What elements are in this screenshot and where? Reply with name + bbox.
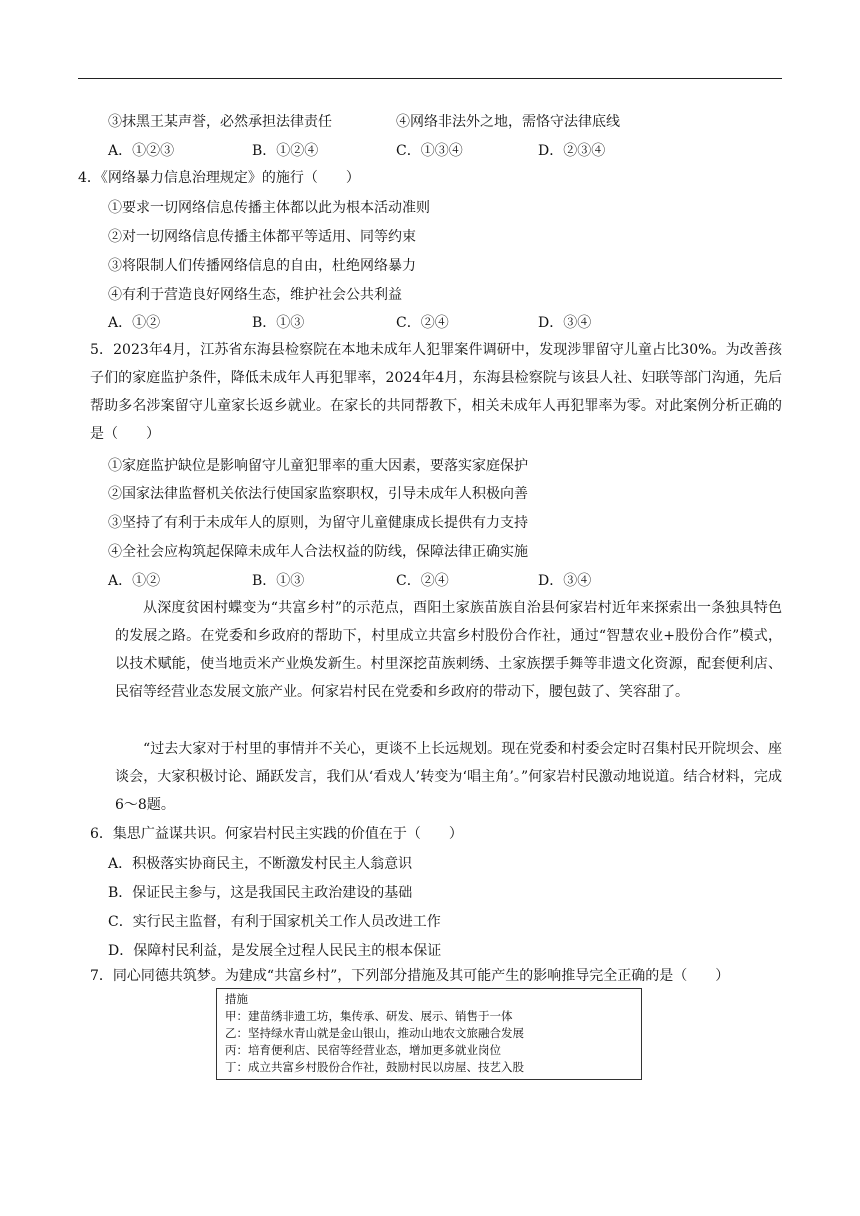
q3-option-d[interactable]: D．②③④ — [538, 143, 606, 159]
measures-table — [216, 988, 642, 1080]
q7-stem: 7．同心同德共筑梦。为建成“共富乡村”，下列部分措施及其可能产生的影响推导完全正确的是（ ） — [90, 968, 730, 984]
header-rule — [78, 78, 782, 79]
measures-row-ding: 丁：成立共富乡村股份合作社，鼓励村民以房屋、技艺入股 — [225, 1060, 524, 1074]
measures-row-yi: 乙：坚持绿水青山就是金山银山，推动山地农文旅融合发展 — [225, 1026, 524, 1040]
q4-option-c[interactable]: C．②④ — [396, 315, 449, 331]
q5-option-a[interactable]: A．①② — [108, 573, 161, 589]
q5-item-3: ③坚持了有利于未成年人的原则，为留守儿童健康成长提供有力支持 — [108, 515, 528, 531]
q3-option-c[interactable]: C．①③④ — [396, 143, 463, 159]
material-paragraph-2: “过去大家对于村里的事情并不关心，更谈不上长远规划。现在党委和村委会定时召集村民开院坝会、座谈会，大家积极讨论、踊跃发言，我们从‘看戏人’转变为‘唱主角’。”何家岩村民激动地说道。结合材料，完成6～8题。 — [115, 741, 782, 813]
q4-stem: 4．《网络暴力信息治理规定》的施行（ ） — [78, 170, 360, 186]
measures-table-header: 措施 — [225, 992, 248, 1006]
material-paragraph-1: 从深度贫困村蝶变为“共富乡村”的示范点，酉阳土家族苗族自治县何家岩村近年来探索出一条独具特色的发展之路。在党委和乡政府的帮助下，村里成立共富乡村股份合作社，通过“智慧农业+股份合作”模式，以技术赋能，使当地贡米产业焕发新生。村里深挖苗族刺绣、土家族摆手舞等非遗文化资源，配套便利店、民宿等经营业态发展文旅产业。何家岩村民在党委和乡政府的带动下，腰包鼓了、笑容甜了。 — [115, 600, 782, 700]
q3-item-4: ④网络非法外之地，需恪守法律底线 — [396, 114, 620, 130]
measures-row-jia: 甲：建苗绣非遗工坊，集传承、研发、展示、销售于一体 — [225, 1009, 513, 1023]
q5-item-4: ④全社会应构筑起保障未成年人合法权益的防线，保障法律正确实施 — [108, 544, 528, 560]
q4-item-3: ③将限制人们传播网络信息的自由，杜绝网络暴力 — [108, 258, 416, 274]
q3-option-a[interactable]: A．①②③ — [108, 143, 175, 159]
q4-option-a[interactable]: A．①② — [108, 315, 161, 331]
q4-item-4: ④有利于营造良好网络生态，维护社会公共利益 — [108, 287, 402, 303]
q6-option-a[interactable]: A．积极落实协商民主，不断激发村民主人翁意识 — [108, 856, 413, 872]
q5-item-2: ②国家法律监督机关依法行使国家监察职权，引导未成年人积极向善 — [108, 486, 528, 502]
q5-stem: 5．2023年4月，江苏省东海县检察院在本地未成年人犯罪案件调研中，发现涉罪留守儿童占比30%。为改善孩子们的家庭监护条件，降低未成年人再犯罪率，2024年4月，东海县检察院与该县人社、妇联等部门沟通，先后帮助多名涉案留守儿童家长返乡就业。在家长的共同帮教下，相关未成年人再犯罪率为零。对此案例分析正确的是（ ） — [90, 342, 782, 442]
q3-option-b[interactable]: B．①②④ — [252, 143, 319, 159]
q6-option-c[interactable]: C．实行民主监督，有利于国家机关工作人员改进工作 — [108, 914, 441, 930]
q4-item-2: ②对一切网络信息传播主体都平等适用、同等约束 — [108, 229, 416, 245]
q4-option-b[interactable]: B．①③ — [252, 315, 305, 331]
q5-option-d[interactable]: D．③④ — [538, 573, 592, 589]
measures-row-bing: 丙：培育便利店、民宿等经营业态，增加更多就业岗位 — [225, 1043, 501, 1057]
q5-option-c[interactable]: C．②④ — [396, 573, 449, 589]
q6-option-d[interactable]: D．保障村民利益，是发展全过程人民民主的根本保证 — [108, 943, 442, 959]
q4-item-1: ①要求一切网络信息传播主体都以此为根本活动准则 — [108, 200, 430, 216]
q6-option-b[interactable]: B．保证民主参与，这是我国民主政治建设的基础 — [108, 885, 413, 901]
q3-item-3: ③抹黑王某声誉，必然承担法律责任 — [108, 114, 332, 130]
q4-option-d[interactable]: D．③④ — [538, 315, 592, 331]
q5-option-b[interactable]: B．①③ — [252, 573, 305, 589]
q5-item-1: ①家庭监护缺位是影响留守儿童犯罪率的重大因素，要落实家庭保护 — [108, 458, 528, 474]
q6-stem: 6．集思广益谋共识。何家岩村民主实践的价值在于（ ） — [90, 826, 463, 842]
